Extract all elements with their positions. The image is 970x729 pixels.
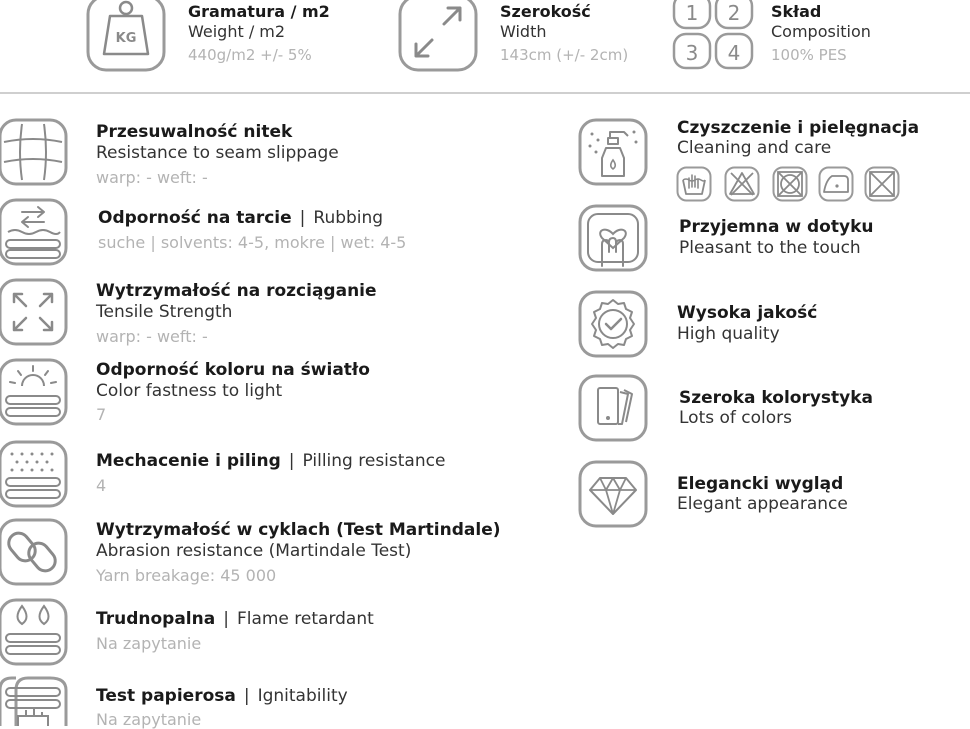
cleaning-subtitle: Cleaning and care — [677, 138, 832, 158]
light-subtitle: Color fastness to light — [96, 381, 283, 401]
seam-slippage-subtitle: Resistance to seam slippage — [96, 143, 339, 163]
elegant-subtitle: Elegant appearance — [677, 494, 848, 514]
iron-low-icon — [818, 166, 854, 202]
composition-numbers-icon — [672, 0, 754, 72]
tensile-subtitle: Tensile Strength — [96, 302, 233, 322]
elegant-title: Elegancki wygląd — [677, 474, 844, 494]
pilling-subtitle: Pilling resistance — [302, 451, 446, 471]
no-tumble-dry-icon — [772, 166, 808, 202]
composition-value: 100% PES — [771, 46, 847, 64]
light-title: Odporność koloru na światło — [96, 360, 370, 380]
cigarette-subtitle: Ignitability — [257, 686, 348, 706]
width-title: Szerokość — [500, 2, 591, 21]
martindale-value: Yarn breakage: 45 000 — [96, 566, 277, 585]
rubbing-value: suche | solvents: 4-5, mokre | wet: 4-5 — [98, 233, 407, 252]
flame-retardant-icon — [0, 598, 68, 666]
rubbing-separator: | — [299, 208, 306, 228]
flame-value: Na zapytanie — [96, 634, 202, 653]
tensile-title: Wytrzymałość na rozciąganie — [96, 281, 377, 301]
touch-subtitle: Pleasant to the touch — [679, 238, 861, 258]
composition-number-4: 4 — [727, 41, 741, 65]
rubbing-icon — [0, 198, 68, 266]
weight-value: 440g/m2 +/- 5% — [188, 46, 312, 64]
composition-title: Skład — [771, 2, 822, 21]
composition-number-1: 1 — [685, 1, 699, 25]
colors-title: Szeroka kolorystyka — [679, 388, 874, 408]
martindale-subtitle: Abrasion resistance (Martindale Test) — [96, 541, 412, 561]
top-specs — [0, 0, 970, 92]
width-arrows-icon — [398, 0, 478, 72]
rubbing-title-text: Odporność na tarcie — [98, 208, 292, 228]
care-icons-row — [676, 166, 902, 202]
section-divider — [0, 92, 970, 94]
weight-title: Gramatura / m2 — [188, 2, 330, 21]
weight-subtitle: Weight / m2 — [188, 22, 286, 41]
martindale-title: Wytrzymałość w cyklach (Test Martindale) — [96, 520, 501, 540]
touch-title: Przyjemna w dotyku — [679, 217, 874, 237]
flame-subtitle: Flame retardant — [236, 609, 374, 629]
flame-title — [96, 609, 374, 629]
flame-separator: | — [223, 609, 229, 629]
rubbing-subtitle: Rubbing — [313, 208, 384, 228]
quality-subtitle: High quality — [677, 324, 780, 344]
cigarette-test-icon — [0, 676, 68, 728]
pilling-icon — [0, 440, 68, 508]
quality-badge-icon — [578, 290, 648, 358]
weight-kg-icon-text: KG — [115, 31, 137, 46]
light-value: 7 — [96, 405, 107, 424]
cigarette-value: Na zapytanie — [96, 710, 202, 729]
seam-slippage-icon — [0, 118, 68, 186]
cigarette-separator: | — [243, 686, 250, 706]
cigarette-title-text: Test papierosa — [96, 686, 236, 706]
width-subtitle: Width — [500, 22, 547, 41]
cigarette-title — [96, 686, 348, 706]
weight-kg-icon — [86, 0, 166, 72]
composition-number-2: 2 — [727, 1, 741, 25]
cleaning-spray-icon — [578, 118, 648, 186]
seam-slippage-value: warp: - weft: - — [96, 168, 208, 187]
tensile-strength-icon — [0, 278, 68, 346]
tensile-value: warp: - weft: - — [96, 327, 208, 346]
seam-slippage-title: Przesuwalność nitek — [96, 122, 293, 142]
quality-title: Wysoka jakość — [677, 303, 818, 323]
pilling-title-text: Mechacenie i piling — [96, 451, 281, 471]
light-fastness-icon — [0, 358, 68, 426]
color-swatches-icon — [578, 374, 648, 442]
martindale-chain-icon — [0, 518, 68, 586]
no-bleach-icon — [724, 166, 760, 202]
composition-number-3: 3 — [685, 41, 699, 65]
hand-wash-icon — [676, 166, 712, 202]
pilling-value: 4 — [96, 476, 107, 495]
hand-touch-icon — [578, 204, 648, 272]
rubbing-title — [98, 208, 383, 228]
width-value: 143cm (+/- 2cm) — [500, 46, 629, 64]
cleaning-title: Czyszczenie i pielęgnacja — [677, 118, 920, 138]
diamond-icon — [578, 460, 648, 528]
pilling-title — [96, 451, 445, 471]
colors-subtitle: Lots of colors — [679, 408, 793, 428]
no-dry-clean-icon — [864, 166, 900, 202]
composition-subtitle: Composition — [771, 22, 871, 41]
pilling-separator: | — [288, 451, 295, 471]
flame-title-text: Trudnopalna — [96, 609, 216, 629]
